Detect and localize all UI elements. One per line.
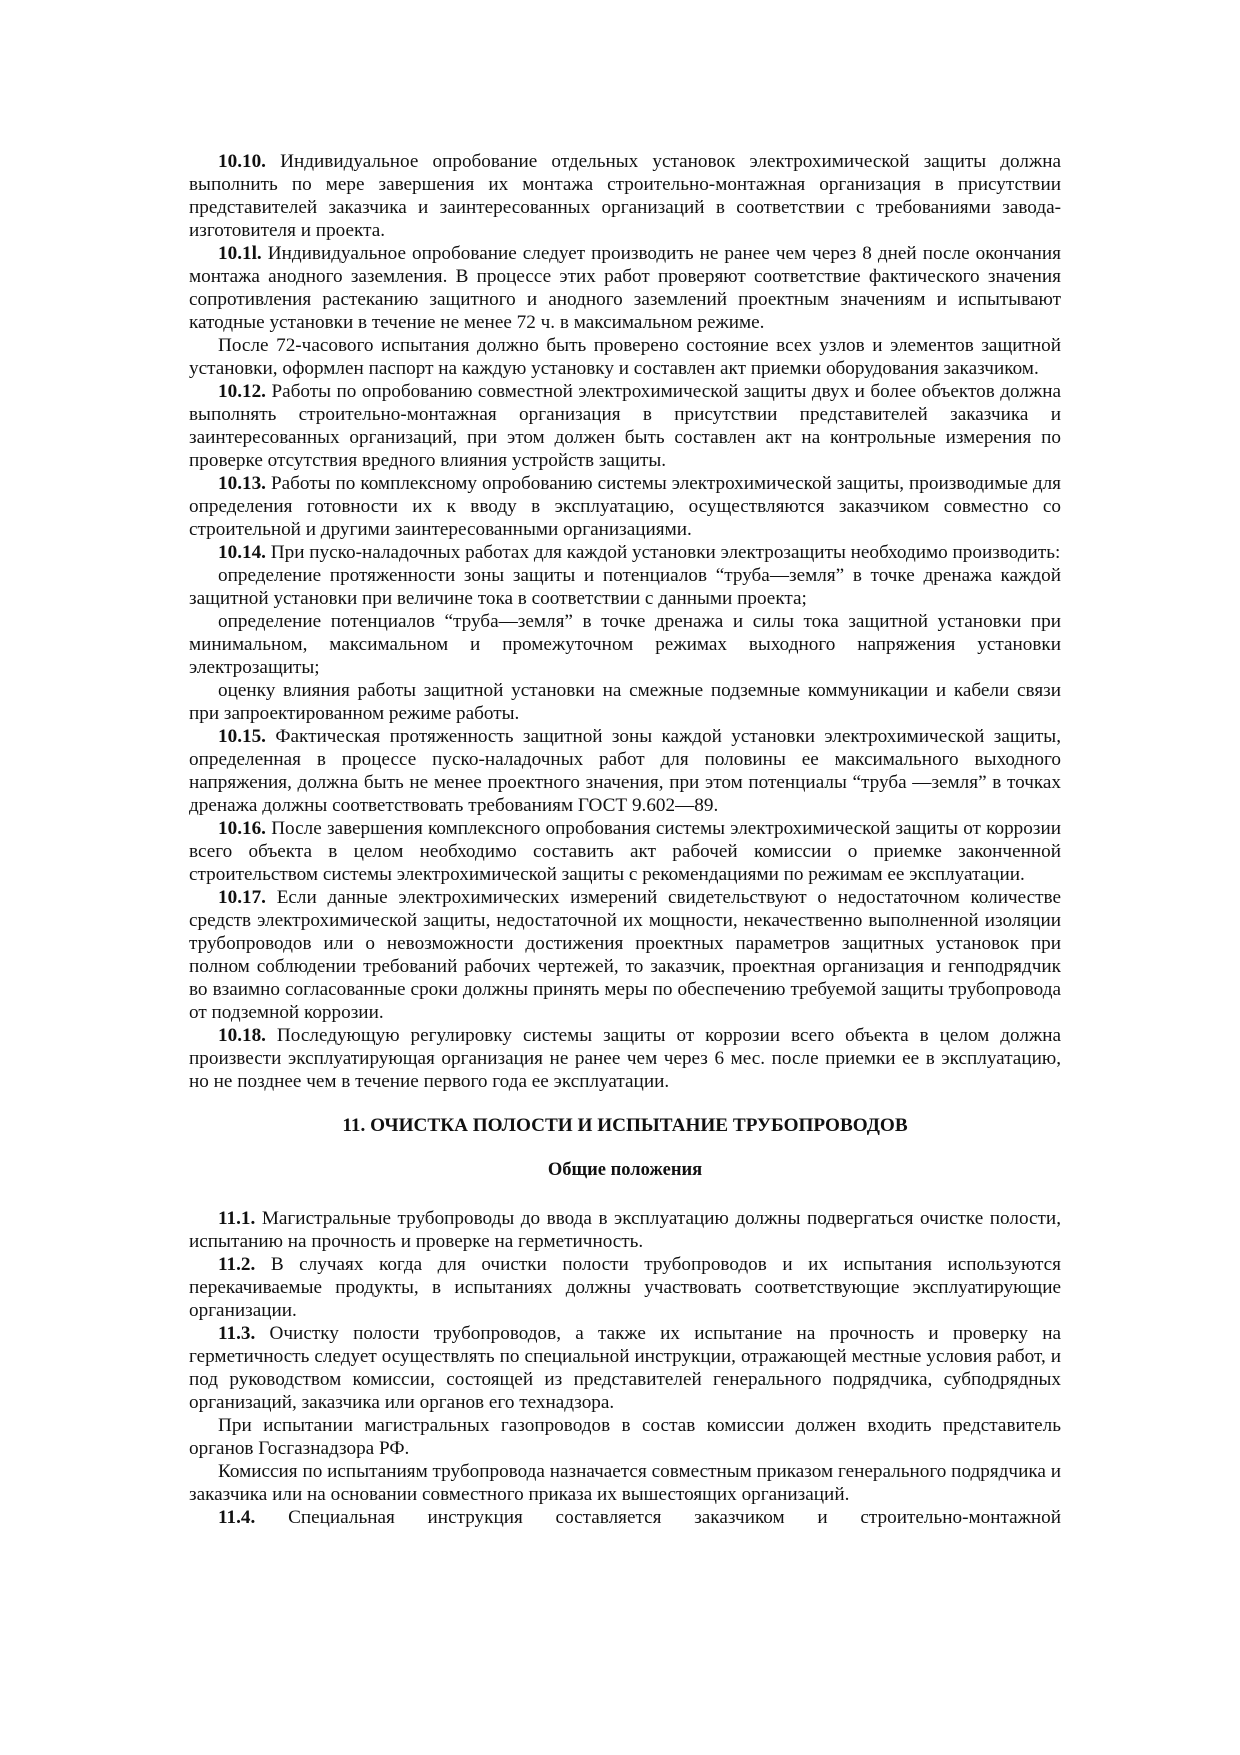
clause-text: Индивидуальное опробование следует производить не ранее чем через 8 дней после окончания монтажа анодного заземления. В процессе этих работ проверяют соответствие фактического значения сопротивления растеканию защитного и анодного заземлений проектным значениям и испытывают катодные установки в течение не менее 72 ч. в максимальном режиме. [189, 243, 1062, 333]
clause-text: Если данные электрохимических измерений свидетельствуют о недостаточном количестве средств электрохимической защиты, недостаточной их мощности, некачественно выполненной изоляции трубопроводов или о невозможности достижения проектных параметров защитных установок при полном соблюдении требований рабочих чертежей, то заказчик, проектная организация и генподрядчик во взаимно согласованные сроки должны принять меры по обеспечению требуемой защиты трубопровода от подземной коррозии. [189, 887, 1061, 1023]
paragraph-10-10 [189, 150, 1061, 242]
document-page [189, 150, 1061, 1529]
paragraph-10-16 [189, 817, 1061, 886]
paragraph-10-18 [189, 1024, 1061, 1093]
clause-number: 11.3. [218, 1323, 256, 1344]
paragraph-10-12 [189, 380, 1061, 472]
clause-number: 10.12. [218, 381, 266, 402]
paragraph-10-11-continued [189, 334, 1061, 380]
clause-number: 10.10. [218, 151, 266, 172]
paragraph-10-14 [189, 541, 1061, 564]
clause-text: Магистральные трубопроводы до ввода в эксплуатацию должны подвергаться очистке полости, испытанию на прочность и проверке на герметичность. [189, 1208, 1062, 1252]
clause-text: Специальная инструкция составляется заказчиком и строительно-монтажной [288, 1507, 1062, 1528]
clause-text: После завершения комплексного опробования системы электрохимической защиты от коррозии всего объекта в целом необходимо составить акт рабочей комиссии о приемке законченной строительством системы электрохимической защиты с рекомендациями по режимам ее эксплуатации. [189, 818, 1061, 885]
paragraph-11-3-commission [189, 1414, 1061, 1460]
paragraph-11-3 [189, 1322, 1061, 1414]
section-subheading: Общие положения [547, 1160, 703, 1180]
clause-number: 10.14. [218, 542, 266, 563]
section-heading: 11. ОЧИСТКА ПОЛОСТИ И ИСПЫТАНИЕ ТРУБОПРОВОДОВ [342, 1115, 908, 1136]
paragraph-10-14-item-2 [189, 610, 1061, 679]
clause-text: Фактическая протяженность защитной зоны каждой установки электрохимической защиты, определенная в процессе пуско-наладочных работ для половины ее максимального выходного напряжения, должна быть не менее проектного значения, при этом потенциалы “труба —земля” в точках дренажа должны соответствовать требованиям ГОСТ 9.602—89. [189, 726, 1061, 816]
clause-text: оценку влияния работы защитной установки на смежные подземные коммуникации и кабели связи при запроектированном режиме работы. [189, 680, 1061, 724]
clause-text: Работы по опробованию совместной электрохимической защиты двух и более объектов должна выполнять строительно-монтажная организация в присутствии представителей заказчика и заинтересованных организаций, при этом должен быть составлен акт на контрольные измерения по проверке отсутствия вредного влияния устройств защиты. [189, 381, 1061, 471]
paragraph-11-3-order [189, 1460, 1061, 1506]
paragraph-10-17 [189, 886, 1061, 1024]
clause-text: Комиссия по испытаниям трубопровода назначается совместным приказом генерального подрядчика и заказчика или на основании совместного приказа их вышестоящих организаций. [189, 1461, 1061, 1505]
clause-number: 11.1. [218, 1208, 256, 1229]
clause-text: Очистку полости трубопроводов, а также их испытание на прочность и проверку на герметичность следует осуществлять по специальной инструкции, отражающей местные условия работ, и под руководством комиссии, состоящей из представителей генерального подрядчика, субподрядных организаций, заказчика или органов его технадзора. [189, 1323, 1061, 1413]
clause-number: 11.4. [218, 1507, 256, 1528]
paragraph-10-15 [189, 725, 1061, 817]
clause-text: Работы по комплексному опробованию системы электрохимической защиты, производимые для определения готовности их к вводу в эксплуатацию, осуществляются заказчиком совместно со строительной и другими заинтересованными организациями. [189, 473, 1061, 540]
clause-number: 10.17. [218, 887, 266, 908]
clause-number: 10.1l. [218, 243, 262, 264]
paragraph-10-14-item-3 [189, 679, 1061, 725]
clause-text: В случаях когда для очистки полости трубопроводов и их испытания используются перекачиваемые продукты, в испытаниях должны участвовать соответствующие эксплуатирующие организации. [189, 1254, 1062, 1321]
paragraph-10-13 [189, 472, 1061, 541]
clause-number: 10.16. [218, 818, 266, 839]
clause-number: 10.18. [218, 1025, 266, 1046]
clause-text: После 72-часового испытания должно быть проверено состояние всех узлов и элементов защитной установки, оформлен паспорт на каждую установку и составлен акт приемки оборудования заказчиком. [189, 335, 1061, 379]
paragraph-11-2 [189, 1253, 1061, 1322]
paragraph-10-14-item-1 [189, 564, 1061, 610]
paragraph-11-4 [189, 1506, 1061, 1529]
clause-number: 11.2. [218, 1254, 256, 1275]
clause-text: Индивидуальное опробование отдельных установок электрохимической защиты должна выполнить по мере завершения их монтажа строительно-монтажная организация в присутствии представителей заказчика и заинтересованных организаций в соответствии с требованиями завода-изготовителя и проекта. [189, 151, 1061, 241]
clause-number: 10.13. [218, 473, 266, 494]
clause-text: Последующую регулировку системы защиты от коррозии всего объекта в целом должна произвести эксплуатирующая организация не ранее чем через 6 мес. после приемки ее в эксплуатацию, но не позднее чем в течение первого года ее эксплуатации. [189, 1025, 1061, 1092]
paragraph-10-11 [189, 242, 1061, 334]
paragraph-11-1 [189, 1207, 1061, 1253]
clause-number: 10.15. [218, 726, 266, 747]
clause-text: При пуско-наладочных работах для каждой установки электрозащиты необходимо производить: [270, 542, 1061, 563]
clause-text: При испытании магистральных газопроводов в состав комиссии должен входить представитель органов Госгазнадзора РФ. [189, 1415, 1061, 1459]
clause-text: определение потенциалов “труба—земля” в точке дренажа и силы тока защитной установки при минимальном, максимальном и промежуточном режимах выходного напряжения установки электрозащиты; [189, 611, 1061, 678]
clause-text: определение протяженности зоны защиты и потенциалов “труба—земля” в точке дренажа каждой защитной установки при величине тока в соответствии с данными проекта; [189, 565, 1061, 609]
